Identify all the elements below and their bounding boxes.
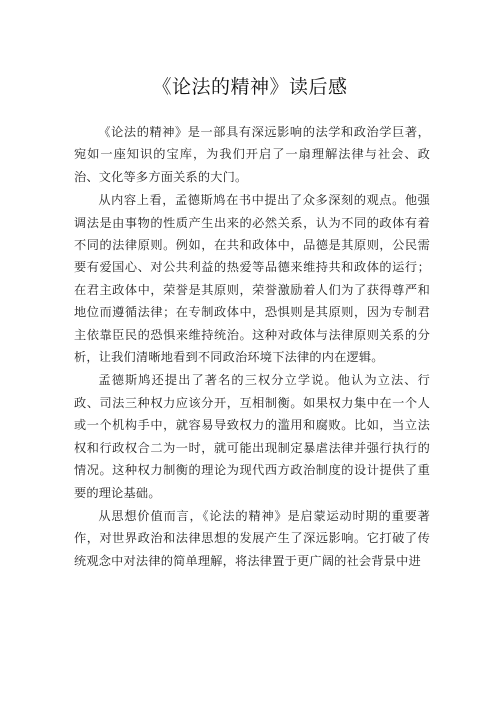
document-title: 《论法的精神》读后感 <box>152 76 348 98</box>
paragraph-2: 从内容上看，孟德斯鸠在书中提出了众多深刻的观点。他强调法是由事物的性质产生出来的必然关系，认为不同的政体有着不同的法律原则。例如，在共和政体中，品德是其原则，公民需要有爱国心、对公共利益的热爱等品德来维持共和政体的运行；在君主政体中，荣誉是其原则，荣誉激励着人们为了获得尊严和地位而遵循法律；在专制政体中，恐惧则是其原则，因为专制君主依靠臣民的恐惧来维持统治。这种对政体与法律原则关系的分析，让我们清晰地看到不同政治环境下法律的内在逻辑。 <box>74 193 430 365</box>
document-body <box>74 121 430 572</box>
paragraph-1: 《论法的精神》是一部具有深远影响的法学和政治学巨著，宛如一座知识的宝库，为我们开启了一扇理解法律与社会、政治、文化等多方面关系的大门。 <box>74 125 430 184</box>
paragraph-3: 孟德斯鸠还提出了著名的三权分立学说。他认为立法、行政、司法三种权力应该分开，互相制衡。如果权力集中在一个人或一个机构手中，就容易导致权力的滥用和腐败。比如，当立法权和行政权合二为一时，就可能出现制定暴虐法律并强行执行的情况。这种权力制衡的理论为现代西方政治制度的设计提供了重要的理论基础。 <box>74 373 430 500</box>
paragraph-4: 从思想价值而言，《论法的精神》是启蒙运动时期的重要著作，对世界政治和法律思想的发展产生了深远影响。它打破了传统观念中对法律的简单理解，将法律置于更广阔的社会背景中进 <box>74 508 430 568</box>
